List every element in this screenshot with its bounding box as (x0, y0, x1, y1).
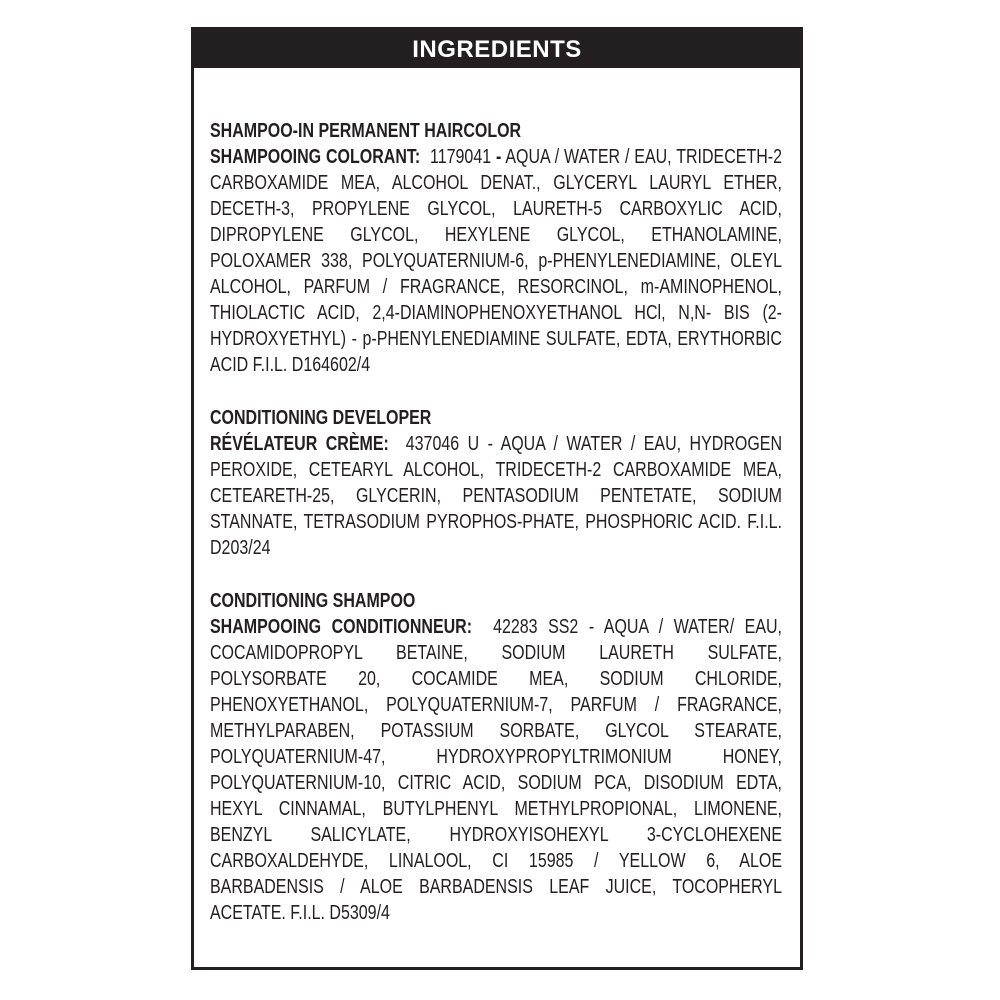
panel-title: INGREDIENTS (412, 36, 582, 63)
section-title: SHAMPOO-IN PERMANENT HAIRCOLOR (210, 120, 522, 142)
panel-header (194, 30, 800, 68)
separator: - (496, 146, 502, 168)
french-label: SHAMPOOING COLORANT: (210, 146, 421, 168)
french-label: SHAMPOOING CONDITIONNEUR: (210, 616, 473, 638)
section-shampoo-in-haircolor (210, 118, 782, 378)
separator: - (487, 433, 493, 455)
ingredient-list (210, 614, 782, 926)
formula-code: 1179041 (430, 146, 492, 168)
section-conditioning-shampoo (210, 588, 782, 926)
ingredients-content (194, 68, 793, 926)
ingredient-list (210, 431, 782, 561)
ingredients-text: AQUA / WATER/ EAU, COCAMIDOPROPYL BETAINE, SODIUM LAURETH SULFATE, POLYSORBATE 20, COCAMIDE MEA, SODIUM CHLORIDE, PHENOXYETHANOL, POLYQUATERNIUM-7, PARFUM / FRAGRANCE, METHYLPARABEN, POTASSIUM SORBATE, GLYCOL STEARATE, POLYQUATERNIUM-47, HYDROXYPROPYLTRIMONIUM HONEY, POLYQUATERNIUM-10, CITRIC ACID, SODIUM PCA, DISODIUM EDTA, HEXYL CINNAMAL, BUTYLPHENYL METHYLPROPIONAL, LIMONENE, BENZYL SALICYLATE, HYDROXYISOHEXYL 3-CYCLOHEXENE CARBOXALDEHYDE, LINALOOL, CI 15985 / YELLOW 6, ALOE BARBADENSIS / ALOE BARBADENSIS LEAF JUICE, TOCOPHERYL ACETATE. F.I.L. D5309/4 (210, 616, 783, 924)
formula-code: 437046 U (405, 433, 480, 455)
section-conditioning-developer (210, 405, 782, 561)
ingredient-list (210, 144, 782, 378)
ingredients-text: AQUA / WATER / EAU, HYDROGEN PEROXIDE, CETEARYL ALCOHOL, TRIDECETH-2 CARBOXAMIDE MEA, CETEARETH-25, GLYCERIN, PENTASODIUM PENTETATE, SODIUM STANNATE, TETRASODIUM PYROPHOS-PHATE, PHOSPHORIC ACID. F.I.L. D203/24 (210, 433, 782, 559)
ingredients-text: AQUA / WATER / EAU, TRIDECETH-2 CARBOXAMIDE MEA, ALCOHOL DENAT., GLYCERYL LAURYL ETHER, DECETH-3, PROPYLENE GLYCOL, LAURETH-5 CARBOXYLIC ACID, DIPROPYLENE GLYCOL, HEXYLENE GLYCOL, ETHANOLAMINE, POLOXAMER 338, POLYQUATERNIUM-6, p-PHENYLENEDIAMINE, OLEYL ALCOHOL, PARFUM / FRAGRANCE, RESORCINOL, m-AMINOPHENOL, THIOLACTIC ACID, 2,4-DIAMINOPHENOXYETHANOL HCl, N,N- BIS (2-HYDROXYETHYL) - p-PHENYLENEDIAMINE SULFATE, EDTA, ERYTHORBIC ACID F.I.L. D164602/4 (210, 146, 783, 376)
ingredients-panel (191, 27, 803, 970)
section-title: CONDITIONING DEVELOPER (210, 407, 432, 429)
separator: - (588, 616, 595, 638)
formula-code: 42283 SS2 (493, 616, 579, 638)
french-label: RÉVÉLATEUR CRÈME: (210, 433, 389, 455)
section-title: CONDITIONING SHAMPOO (210, 590, 416, 612)
